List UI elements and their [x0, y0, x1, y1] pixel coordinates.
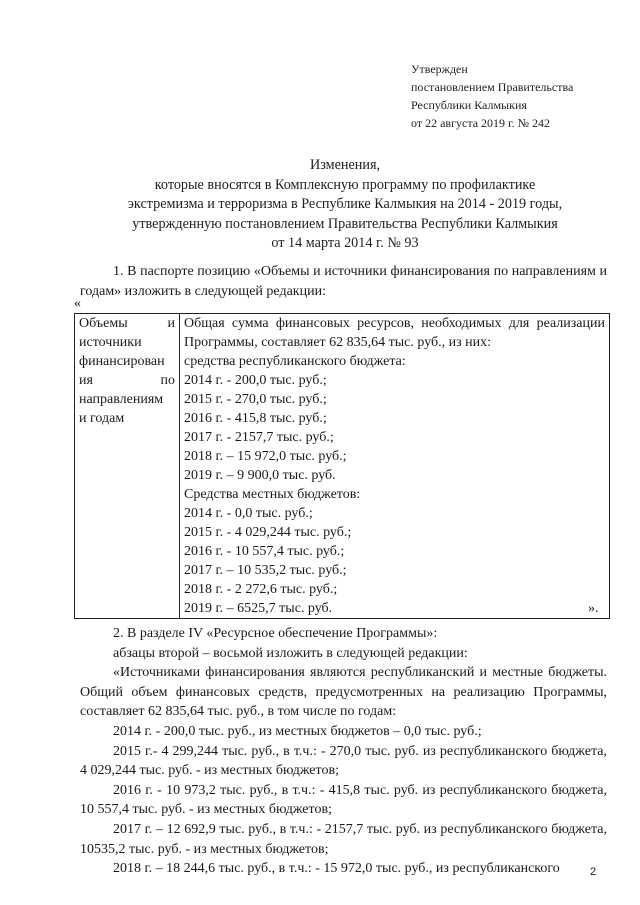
title-line: которые вносятся в Комплексную программу по профилактике [154, 176, 536, 193]
label-line: источники [79, 335, 142, 350]
label-line: ия по [79, 373, 175, 388]
total-funding: Общая сумма финансовых ресурсов, необходимых для реализации Программы, составляет 62 835,64 тыс. руб., из них: [184, 316, 605, 350]
label-line: Объемы и [79, 316, 175, 331]
local-year: 2016 г. - 10 557,4 тыс. руб.; [184, 544, 345, 559]
local-year: 2014 г. - 0,0 тыс. руб.; [184, 506, 313, 521]
quote-close: ». [588, 601, 599, 616]
republic-header: средства республиканского бюджета: [184, 354, 406, 369]
label-line: направлениям [79, 392, 164, 407]
section2-subheading: абзацы второй – восьмой изложить в следующей редакции: [113, 645, 468, 661]
table-cell-value [180, 314, 610, 619]
approval-line: от 22 августа 2019 г. № 242 [411, 116, 551, 130]
republic-year: 2014 г. - 200,0 тыс. руб.; [184, 373, 327, 388]
approval-line: Республики Калмыкия [411, 98, 527, 112]
approval-line: Утвержден [411, 62, 468, 76]
section1-intro: 1. В паспорте позицию «Объемы и источники финансирования по направлениям и годам» изложить в следующей редакции: [80, 264, 607, 299]
republic-year: 2018 г. – 15 972,0 тыс. руб.; [184, 449, 347, 464]
page-number: 2 [590, 866, 597, 878]
section2-year-2016: 2016 г. - 10 973,2 тыс. руб., в т.ч.: - 415,8 тыс. руб. из республиканского бюджета, 10 557,4 тыс. руб. - из местных бюджетов; [80, 782, 607, 818]
section2-year-2015: 2015 г.- 4 299,244 тыс. руб., в т.ч.: - 270,0 тыс. руб. из республиканского бюджета, 4 029,244 тыс. руб. - из местных бюджетов; [80, 743, 607, 779]
republic-year: 2017 г. - 2157,7 тыс. руб.; [184, 430, 334, 445]
local-year: 2018 г. - 2 272,6 тыс. руб.; [184, 582, 338, 597]
section2-year-2014: 2014 г. - 200,0 тыс. руб., из местных бюджетов – 0,0 тыс. руб.; [113, 723, 482, 739]
local-year: 2019 г. – 6525,7 тыс. руб. [184, 601, 333, 616]
section2-year-2018: 2018 г. – 18 244,6 тыс. руб., в т.ч.: - 15 972,0 тыс. руб., из республиканского [113, 861, 560, 877]
section2-heading: 2. В разделе IV «Ресурсное обеспечение Программы»: [113, 626, 438, 641]
title-line: экстремизма и терроризма в Республике Калмыкия на 2014 - 2019 годы, [127, 196, 563, 213]
label-line: финансирован [79, 354, 165, 369]
republic-year: 2016 г. - 415,8 тыс. руб.; [184, 411, 327, 426]
republic-year: 2015 г. - 270,0 тыс. руб.; [184, 392, 327, 407]
approval-stamp [411, 60, 573, 132]
section2-year-2017: 2017 г. – 12 692,9 тыс. руб., в т.ч.: - 2157,7 тыс. руб. из республиканского бюджета, 10535,2 тыс. руб. - из местных бюджетов; [80, 821, 607, 857]
approval-line: постановлением Правительства [411, 80, 574, 94]
title-line: от 14 марта 2014 г. № 93 [271, 235, 419, 252]
table-row [75, 314, 610, 619]
republic-year: 2019 г. – 9 900,0 тыс. руб. [184, 468, 336, 483]
quote-open: « [74, 296, 81, 311]
local-header: Средства местных бюджетов: [184, 487, 361, 502]
section2 [80, 624, 607, 879]
section2-paragraph: «Источниками финансирования являются республиканский и местные бюджеты. Общий объем финансовых средств, предусмотренных на реализацию Программы, составляет 62 835,64 тыс. руб., в том числе по годам: [80, 665, 607, 720]
document-title [80, 156, 610, 254]
title-line: Изменения, [309, 157, 381, 173]
label-line: и годам [79, 411, 125, 426]
table-cell-label [75, 314, 180, 619]
local-year: 2017 г. – 10 535,2 тыс. руб.; [184, 563, 347, 578]
local-year: 2015 г. - 4 029,244 тыс. руб.; [184, 525, 352, 540]
passport-table [74, 313, 610, 619]
title-line: утвержденную постановлением Правительства Республики Калмыкия [132, 215, 558, 232]
